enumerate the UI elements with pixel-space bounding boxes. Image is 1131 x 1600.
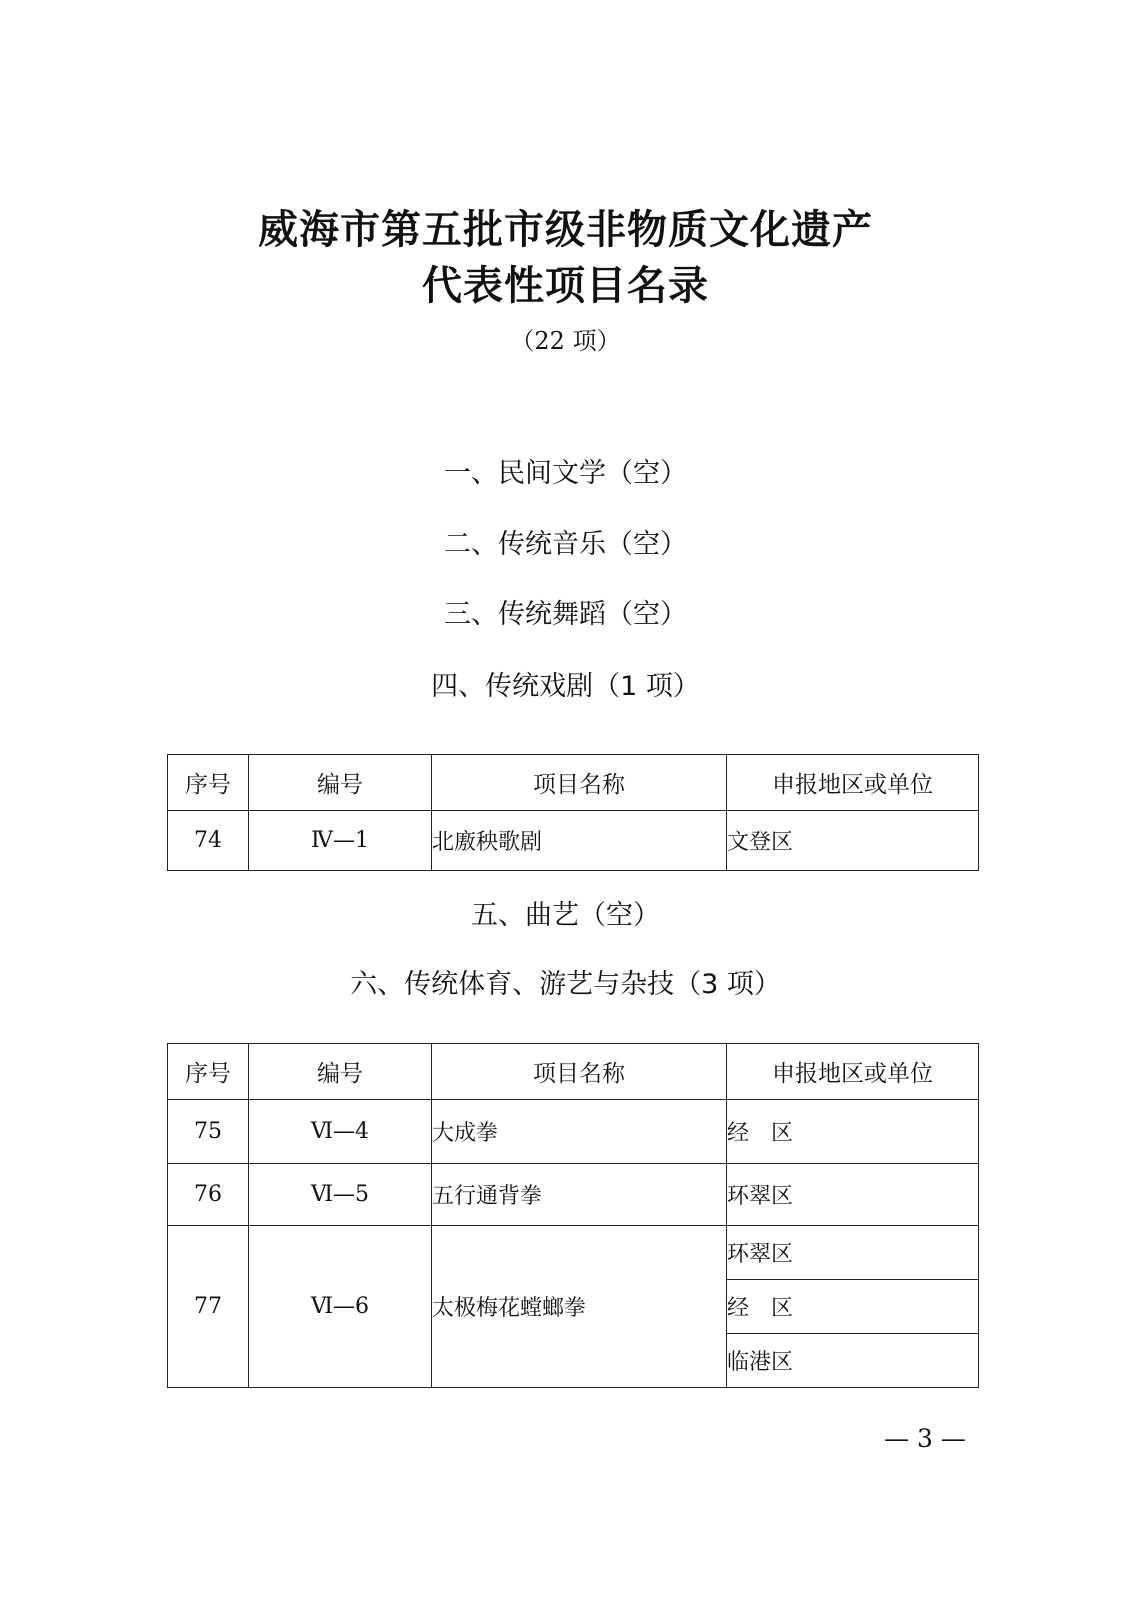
row-code: Ⅵ—6 <box>249 1226 432 1388</box>
header-index: 序号 <box>168 755 249 811</box>
header-code: 编号 <box>249 1044 432 1100</box>
table-row <box>168 1100 979 1164</box>
row-region: 经 区 <box>727 1100 979 1164</box>
row-project-name: 太极梅花螳螂拳 <box>432 1226 727 1388</box>
table-row <box>168 1164 979 1226</box>
row-index: 77 <box>168 1226 249 1388</box>
row-project-name: 大成拳 <box>432 1100 727 1164</box>
category-heading-6: 六、传统体育、游艺与杂技（3 项） <box>350 969 781 1000</box>
row-index: 74 <box>168 811 249 871</box>
page-number: — 3 — <box>884 1424 966 1453</box>
item-count: （22 项） <box>510 327 621 355</box>
table-row <box>168 1226 979 1280</box>
category-heading-2: 二、传统音乐（空） <box>444 529 687 560</box>
row-index: 76 <box>168 1164 249 1226</box>
header-region: 申报地区或单位 <box>727 755 979 811</box>
document-title-line1: 威海市第五批市级非物质文化遗产 <box>258 206 873 253</box>
category-heading-4: 四、传统戏剧（1 项） <box>431 671 700 702</box>
document-title-line2: 代表性项目名录 <box>422 262 709 309</box>
row-project-name: 五行通背拳 <box>432 1164 727 1226</box>
project-table-1 <box>167 754 979 871</box>
row-region: 文登区 <box>727 811 979 871</box>
category-heading-3: 三、传统舞蹈（空） <box>444 599 687 630</box>
row-region: 环翠区 <box>727 1226 979 1280</box>
row-region: 临港区 <box>727 1334 979 1388</box>
row-region: 经 区 <box>727 1280 979 1334</box>
project-table-2 <box>167 1043 979 1388</box>
table-header-row <box>168 755 979 811</box>
table-row <box>168 811 979 871</box>
header-name: 项目名称 <box>432 755 727 811</box>
category-heading-5: 五、曲艺（空） <box>471 900 660 931</box>
row-code: Ⅳ—1 <box>249 811 432 871</box>
row-index: 75 <box>168 1100 249 1164</box>
header-name: 项目名称 <box>432 1044 727 1100</box>
category-heading-1: 一、民间文学（空） <box>444 458 687 489</box>
row-region: 环翠区 <box>727 1164 979 1226</box>
header-index: 序号 <box>168 1044 249 1100</box>
row-code: Ⅵ—5 <box>249 1164 432 1226</box>
row-project-name: 北廒秧歌剧 <box>432 811 727 871</box>
header-region: 申报地区或单位 <box>727 1044 979 1100</box>
row-code: Ⅵ—4 <box>249 1100 432 1164</box>
table-header-row <box>168 1044 979 1100</box>
header-code: 编号 <box>249 755 432 811</box>
